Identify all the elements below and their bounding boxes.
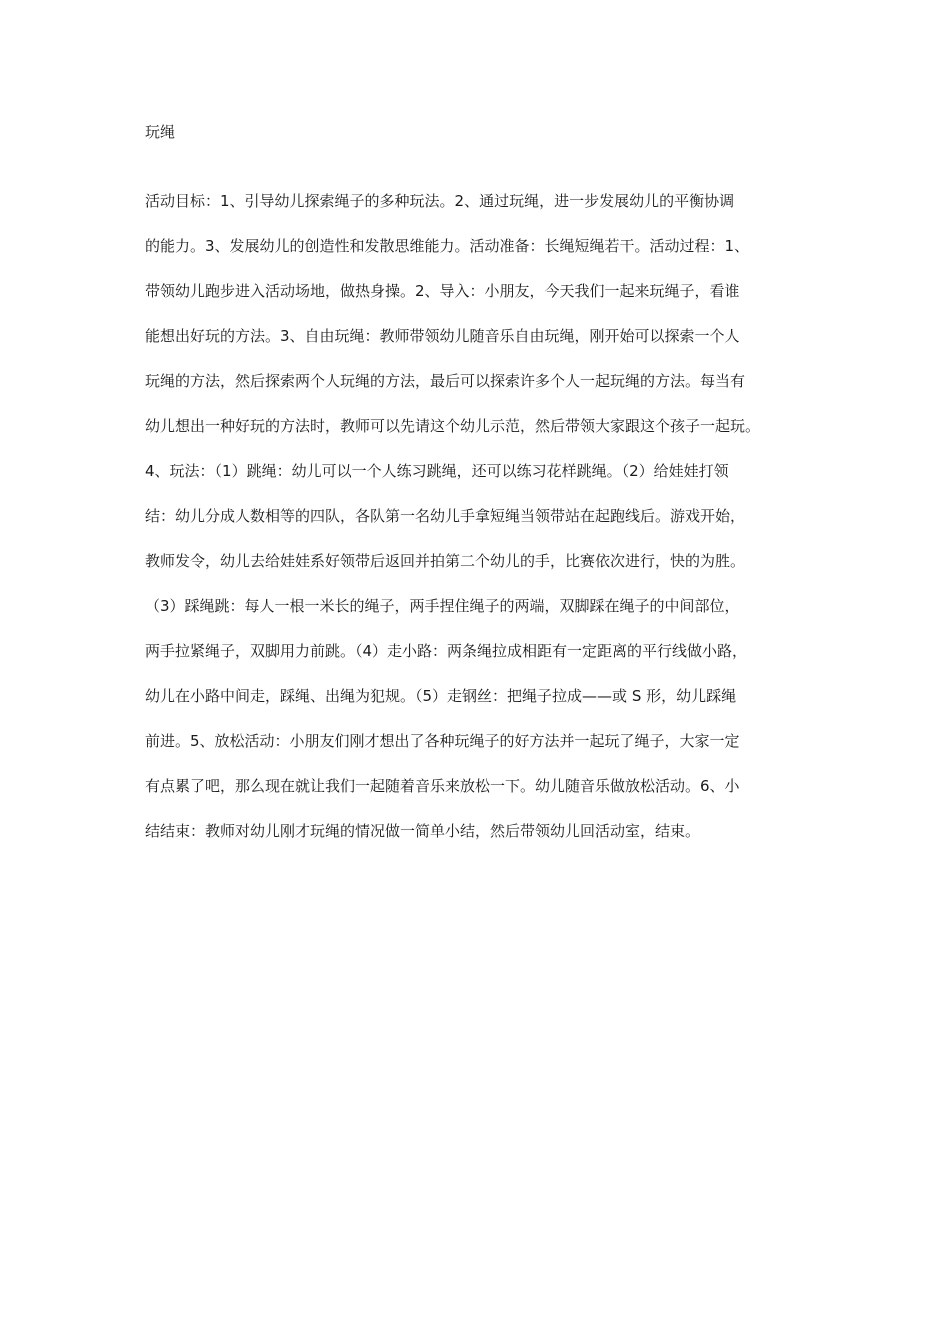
body-line: 4、玩法：（1）跳绳：幼儿可以一个人练习跳绳，还可以练习花样跳绳。（2）给娃娃打领 [145, 462, 729, 480]
body-line: 能想出好玩的方法。3、自由玩绳：教师带领幼儿随音乐自由玩绳，刚开始可以探索一个人 [145, 327, 740, 345]
body-line: 前进。5、放松活动：小朋友们刚才想出了各种玩绳子的好方法并一起玩了绳子，大家一定 [145, 732, 740, 750]
body-line: 结结束：教师对幼儿刚才玩绳的情况做一简单小结，然后带领幼儿回活动室，结束。 [145, 822, 701, 840]
body-line: 的能力。3、发展幼儿的创造性和发散思维能力。活动准备：长绳短绳若干。活动过程：1、 [145, 237, 750, 255]
body-line: 活动目标：1、引导幼儿探索绳子的多种玩法。2、通过玩绳，进一步发展幼儿的平衡协调 [145, 192, 735, 210]
body-line: 两手拉紧绳子，双脚用力前跳。（4）走小路：两条绳拉成相距有一定距离的平行线做小路， [145, 642, 748, 660]
body-line: 带领幼儿跑步进入活动场地，做热身操。2、导入：小朋友，今天我们一起来玩绳子，看谁 [145, 282, 740, 300]
body-line: 教师发令，幼儿去给娃娃系好领带后返回并拍第二个幼儿的手，比赛依次进行，快的为胜。 [145, 552, 746, 570]
body-line: 玩绳的方法，然后探索两个人玩绳的方法，最后可以探索许多个人一起玩绳的方法。每当有 [145, 372, 746, 390]
body-line: 有点累了吧，那么现在就让我们一起随着音乐来放松一下。幼儿随音乐做放松活动。6、小 [145, 777, 740, 795]
body-line: （3）踩绳跳：每人一根一米长的绳子，两手捏住绳子的两端，双脚踩在绳子的中间部位， [145, 597, 740, 615]
document-title: 玩绳 [145, 123, 176, 141]
body-line: 幼儿在小路中间走，踩绳、出绳为犯规。（5）走钢丝：把绳子拉成——或 S 形，幼儿踩绳 [145, 687, 737, 705]
body-line: 幼儿想出一种好玩的方法时，教师可以先请这个幼儿示范，然后带领大家跟这个孩子一起玩。 [145, 417, 761, 435]
body-line: 结：幼儿分成人数相等的四队，各队第一名幼儿手拿短绳当领带站在起跑线后。游戏开始， [145, 507, 746, 525]
document-body [145, 190, 815, 865]
